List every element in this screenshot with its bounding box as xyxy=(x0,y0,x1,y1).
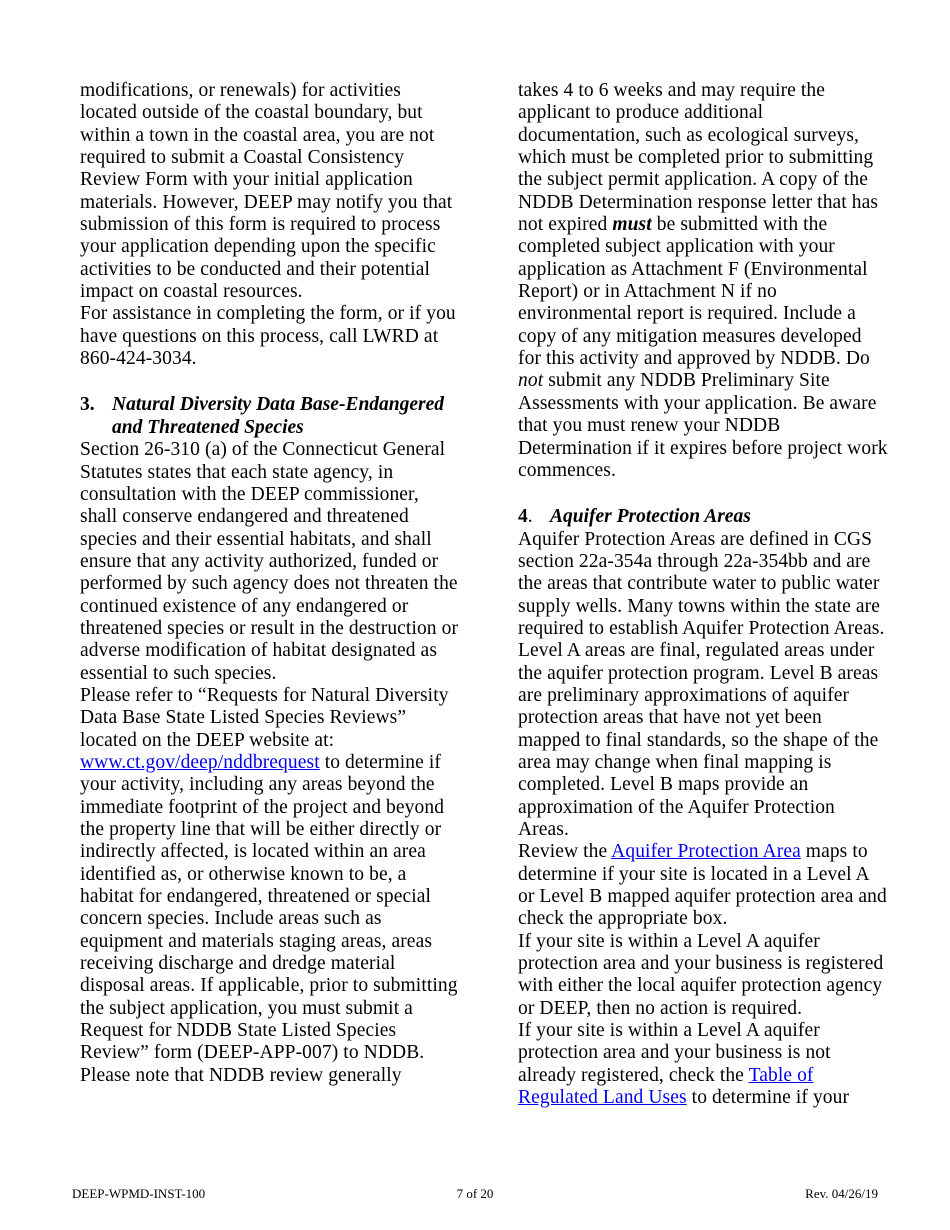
emphasis-must: must xyxy=(612,214,652,236)
section-3-title: Natural Diversity Data Base-Endangered and Threatened Species xyxy=(112,394,445,438)
paragraph-section-26-310: Section 26-310 (a) of the Connecticut General Statutes states that each state agency, in consultation with the DEEP commissioner, shall conserve endangered and threatened species and their essential habitats, and shall ensure that any activity authorized, funded or performed by such agency does not threaten the continued existence of any endangered or threatened species or result in the destruction or adverse modification of habitat designated as essential to such species. xyxy=(80,439,459,684)
paragraph-nddb-request xyxy=(80,685,460,1087)
two-column-body xyxy=(0,80,950,1109)
section-3-number: 3. xyxy=(80,394,95,416)
nddb-determination-part-2: be submitted with the completed subject application with your application as Attachment F (Environmental Report) or in Attachment N if no environmental report is required. Include a copy of any mitigation measures developed for this activity and approved by NDDB. Do xyxy=(518,214,870,370)
left-column xyxy=(0,80,470,1087)
not-registered-text-before: If your site is within a Level A aquifer protection area and your business is not already registered, check the xyxy=(518,1020,831,1086)
nddb-request-text-after: to determine if your activity, including any areas beyond the immediate footprint of the project and beyond the property line that will be either directly or indirectly affected, is located within an area identified as, or otherwise known to be, a habitat for endangered, threatened or special concern species. Include areas such as equipment and materials staging areas, areas receiving discharge and dredge material disposal areas. If applicable, prior to submitting the subject application, you must submit a Request for NDDB State Listed Species Review” form (DEEP-APP-007) to NDDB. Please note that NDDB review generally xyxy=(80,751,458,1086)
footer-page-number: 7 of 20 xyxy=(456,1186,494,1201)
footer-form-id: DEEP-WPMD-INST-100 xyxy=(72,1186,206,1201)
paragraph-registered-business: If your site is within a Level A aquifer protection area and your business is registered with either the local aquifer protection agency or DEEP, then no action is required. xyxy=(518,930,884,1019)
paragraph-nddb-determination xyxy=(518,80,888,482)
paragraph-coastal-consistency: modifications, or renewals) for activities located outside of the coastal boundary, but within a town in the coastal area, you are not required to submit a Coastal Consistency Review Form with your initial application materials. However, DEEP may notify you that submission of this form is required to process your application depending upon the specific activities to be conducted and their potential impact on coastal resources. xyxy=(80,80,453,303)
not-registered-text-after: to determine if your xyxy=(686,1087,850,1109)
table-of-regulated-land-uses-link[interactable]: Table of Regulated Land Uses xyxy=(518,1064,814,1109)
right-column xyxy=(470,80,950,1109)
paragraph-aquifer-definition: Aquifer Protection Areas are defined in CGS section 22a-354a through 22a-354bb and are the areas that contribute water to public water supply wells. Many towns within the state are required to establish Aquifer Protection Areas. Level A areas are final, regulated areas under the aquifer protection program. Level B areas are preliminary approximations of aquifer protection areas that have not yet been mapped to final standards, so the shape of the area may change when final mapping is completed. Level B maps provide an approximation of the Aquifer Protection Areas. xyxy=(518,528,885,840)
footer-revision: Rev. 04/26/19 xyxy=(805,1186,878,1201)
section-4-number-suffix: . xyxy=(527,506,533,528)
nddb-request-text-before: Please refer to “Requests for Natural Diversity Data Base State Listed Species Reviews” located on the DEEP website at: xyxy=(80,684,449,751)
paragraph-form-assistance: For assistance in completing the form, or if you have questions on this process, call LWRD at 860-424-3034. xyxy=(80,303,456,370)
emphasis-not: not xyxy=(518,370,544,392)
paragraph-not-registered xyxy=(518,1020,888,1109)
section-4-number xyxy=(518,506,550,528)
review-maps-text-before: Review the xyxy=(518,841,612,863)
nddb-request-link[interactable]: www.ct.gov/deep/nddbrequest xyxy=(80,751,320,773)
aquifer-protection-area-link[interactable]: Aquifer Protection Area xyxy=(611,841,801,863)
section-4-title: Aquifer Protection Areas xyxy=(550,506,751,528)
section-heading-4 xyxy=(518,506,888,528)
nddb-determination-part-3: submit any NDDB Preliminary Site Assessments with your application. Be aware that you must renew your NDDB Determination if it expires before project work commences. xyxy=(518,370,888,481)
review-maps-text-after: maps to determine if your site is located in a Level A or Level B mapped aquifer protection area and check the appropriate box. xyxy=(518,841,887,930)
section-heading-3 xyxy=(80,394,460,439)
section-4-number-value: 4 xyxy=(518,506,528,528)
paragraph-review-maps xyxy=(518,841,888,930)
nddb-determination-part-1: takes 4 to 6 weeks and may require the applicant to produce additional documentation, such as ecological surveys, which must be completed prior to submitting the subject permit application. A copy of the NDDB Determination response letter that has not expired xyxy=(518,80,879,236)
page-footer xyxy=(0,1182,950,1206)
